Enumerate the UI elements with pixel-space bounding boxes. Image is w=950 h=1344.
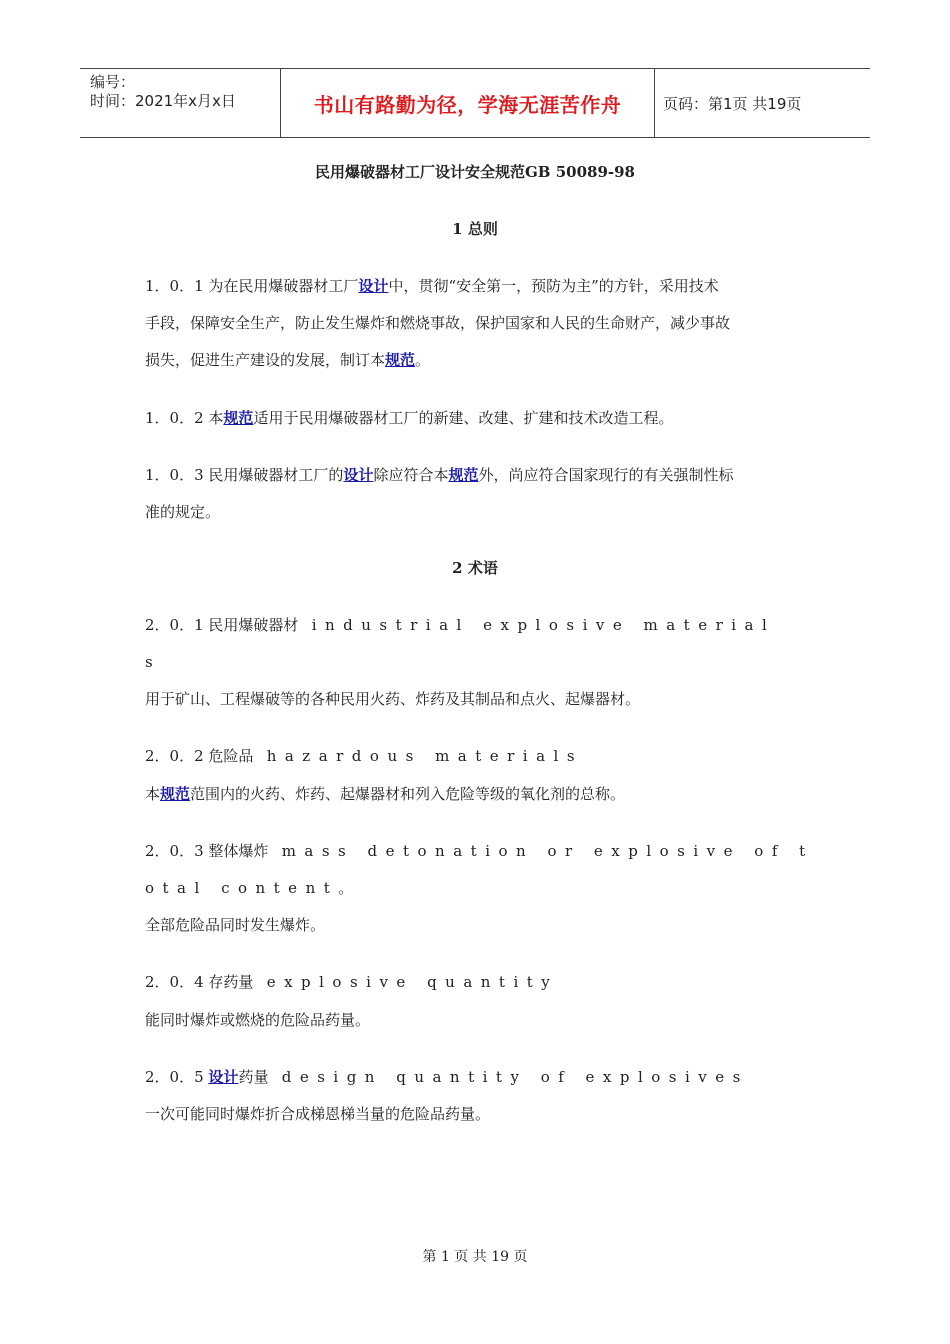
term-cn: 药量 (238, 1068, 269, 1086)
clause-1-0-2 (145, 408, 673, 428)
clause-number: 2．0．2 (145, 747, 204, 765)
doc-time-label: 时间：2021年x月x日 (90, 92, 236, 110)
term-cn: 存药量 (203, 973, 254, 991)
term-en: industrial explosive material (298, 616, 776, 634)
term-2-0-3-line1 (145, 841, 814, 861)
definition-text: 范围内的火药、炸药、起爆器材和列入危险等级的氧化剂的总称。 (190, 785, 626, 803)
clause-text: 中，贯彻“安全第一，预防为主”的方针，采用技术 (388, 277, 719, 295)
term-2-0-1-definition: 用于矿山、工程爆破等的各种民用火药、炸药及其制品和点火、起爆器材。 (145, 690, 641, 708)
clause-number: 2．0．1 (145, 616, 204, 634)
header-info-cell (80, 69, 280, 137)
clause-number: 1．0．1 (145, 277, 204, 295)
term-2-0-4-definition: 能同时爆炸或燃烧的危险品药量。 (145, 1011, 371, 1029)
term-cn: 民用爆破器材 (203, 616, 299, 634)
term-2-0-2-definition (145, 784, 625, 804)
term-en: explosive quantity (253, 973, 559, 991)
term-en: mass detonation or explosive of t (268, 842, 814, 860)
clause-1-0-3-line2: 准的规定。 (145, 503, 221, 521)
chapter-2-heading: 2 术语 (452, 559, 498, 577)
term-en: design quantity of explosives (268, 1068, 749, 1086)
clause-number: 1．0．2 (145, 409, 204, 427)
link-design[interactable]: 设计 (343, 466, 374, 484)
term-2-0-5 (145, 1067, 749, 1087)
page-footer: 第 1 页 共 19 页 (422, 1249, 528, 1265)
header-motto-cell (280, 69, 655, 137)
link-specification[interactable]: 规范 (448, 466, 479, 484)
term-cn: 整体爆炸 (203, 842, 269, 860)
clause-text: 损失，促进生产建设的发展，制订本 (145, 351, 386, 369)
clause-1-0-1-line3 (145, 350, 430, 370)
clause-number: 1．0．3 (145, 466, 204, 484)
term-2-0-2 (145, 746, 583, 766)
term-2-0-1-line2: s (145, 653, 162, 671)
chapter-1-heading: 1 总则 (452, 220, 498, 238)
link-specification[interactable]: 规范 (223, 409, 254, 427)
clause-1-0-1-line1 (145, 276, 719, 296)
clause-1-0-1-line2: 手段，保障安全生产，防止发生爆炸和燃烧事故，保护国家和人民的生命财产，减少事故 (145, 314, 731, 332)
term-2-0-3-line2: otal content。 (145, 879, 362, 897)
term-cn: 危险品 (203, 747, 254, 765)
link-design[interactable]: 设计 (358, 277, 389, 295)
link-design[interactable]: 设计 (208, 1068, 239, 1086)
clause-text: 除应符合本 (373, 466, 449, 484)
page-info: 页码：第1页 共19页 (663, 95, 802, 113)
clause-number: 2．0．4 (145, 973, 204, 991)
term-2-0-3-definition: 全部危险品同时发生爆炸。 (145, 916, 326, 934)
term-2-0-4 (145, 972, 558, 992)
clause-text: 外，尚应符合国家现行的有关强制性标 (478, 466, 734, 484)
clause-text: 。 (415, 351, 431, 369)
clause-1-0-3-line1 (145, 465, 733, 485)
term-2-0-1-line1 (145, 615, 775, 635)
doc-title: 民用爆破器材工厂设计安全规范GB 50089-98 (315, 163, 635, 181)
term-2-0-5-definition: 一次可能同时爆炸折合成梯恩梯当量的危险品药量。 (145, 1105, 491, 1123)
clause-text: 适用于民用爆破器材工厂的新建、改建、扩建和技术改造工程。 (253, 409, 674, 427)
header-table (80, 68, 870, 138)
definition-text: 本 (145, 785, 161, 803)
clause-number: 2．0．3 (145, 842, 204, 860)
clause-number: 2．0．5 (145, 1068, 204, 1086)
doc-number-label: 编号： (90, 73, 136, 91)
link-specification[interactable]: 规范 (160, 785, 191, 803)
link-specification[interactable]: 规范 (385, 351, 416, 369)
header-page-cell (654, 69, 870, 137)
motto-text: 书山有路勤为径，学海无涯苦作舟 (313, 93, 622, 117)
term-en: hazardous materials (253, 747, 584, 765)
clause-text: 本 (203, 409, 224, 427)
clause-text: 民用爆破器材工厂的 (203, 466, 344, 484)
clause-text: 为在民用爆破器材工厂 (203, 277, 359, 295)
